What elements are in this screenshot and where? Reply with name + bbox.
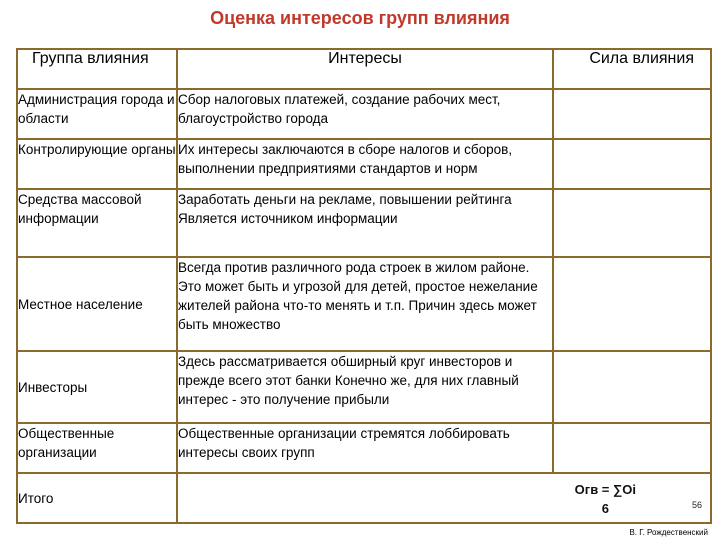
group-cell: Общественные организации bbox=[17, 423, 177, 473]
slide-number: 56 bbox=[691, 500, 702, 510]
power-cell bbox=[553, 189, 711, 257]
group-cell: Средства массовой информации bbox=[17, 189, 177, 257]
power-cell bbox=[553, 423, 711, 473]
interests-cell: Заработать деньги на рекламе, повышении рейтинга Является источником информации bbox=[177, 189, 553, 257]
formula-line-1: Огв = ∑Оi bbox=[574, 482, 636, 497]
interests-cell: Их интересы заключаются в сборе налогов и сборов, выполнении предприятиями стандартов и норм bbox=[177, 139, 553, 189]
header-power: Сила влияния bbox=[553, 49, 711, 89]
group-cell: Контролирующие органы bbox=[17, 139, 177, 189]
interests-cell: Сбор налоговых платежей, создание рабочих мест, благоустройство города bbox=[177, 89, 553, 139]
table-row bbox=[17, 139, 711, 189]
table-row bbox=[17, 351, 711, 423]
interests-cell: Общественные организации стремятся лоббировать интересы своих групп bbox=[177, 423, 553, 473]
total-formula-cell bbox=[177, 473, 711, 523]
slide-title: Оценка интересов групп влияния bbox=[210, 8, 510, 28]
table-row bbox=[17, 89, 711, 139]
interests-cell: Здесь рассматривается обширный круг инвесторов и прежде всего этот банки Конечно же, для них главный интерес - это получение прибыли bbox=[177, 351, 553, 423]
power-cell bbox=[553, 139, 711, 189]
group-cell: Администрация города и области bbox=[17, 89, 177, 139]
table-header-row bbox=[17, 49, 711, 89]
power-cell bbox=[553, 351, 711, 423]
header-group: Группа влияния bbox=[17, 49, 177, 89]
table-row bbox=[17, 423, 711, 473]
group-cell: Местное население bbox=[17, 257, 177, 351]
power-cell bbox=[553, 89, 711, 139]
group-cell: Инвесторы bbox=[17, 351, 177, 423]
table-total-row bbox=[17, 473, 711, 523]
power-formula bbox=[575, 480, 636, 518]
interests-cell: Всегда против различного рода строек в жилом районе. Это может быть и угрозой для детей, простое нежелание жителей района что-то менять и т.п. Причин здесь может быть множество bbox=[177, 257, 553, 351]
formula-line-2: 6 bbox=[601, 501, 609, 516]
table-row bbox=[17, 189, 711, 257]
table-row bbox=[17, 257, 711, 351]
total-label: Итого bbox=[17, 473, 177, 523]
power-cell bbox=[553, 257, 711, 351]
author-credit: В. Г. Рождественский bbox=[629, 528, 708, 537]
header-interests: Интересы bbox=[177, 49, 553, 89]
influence-groups-table bbox=[16, 48, 712, 524]
